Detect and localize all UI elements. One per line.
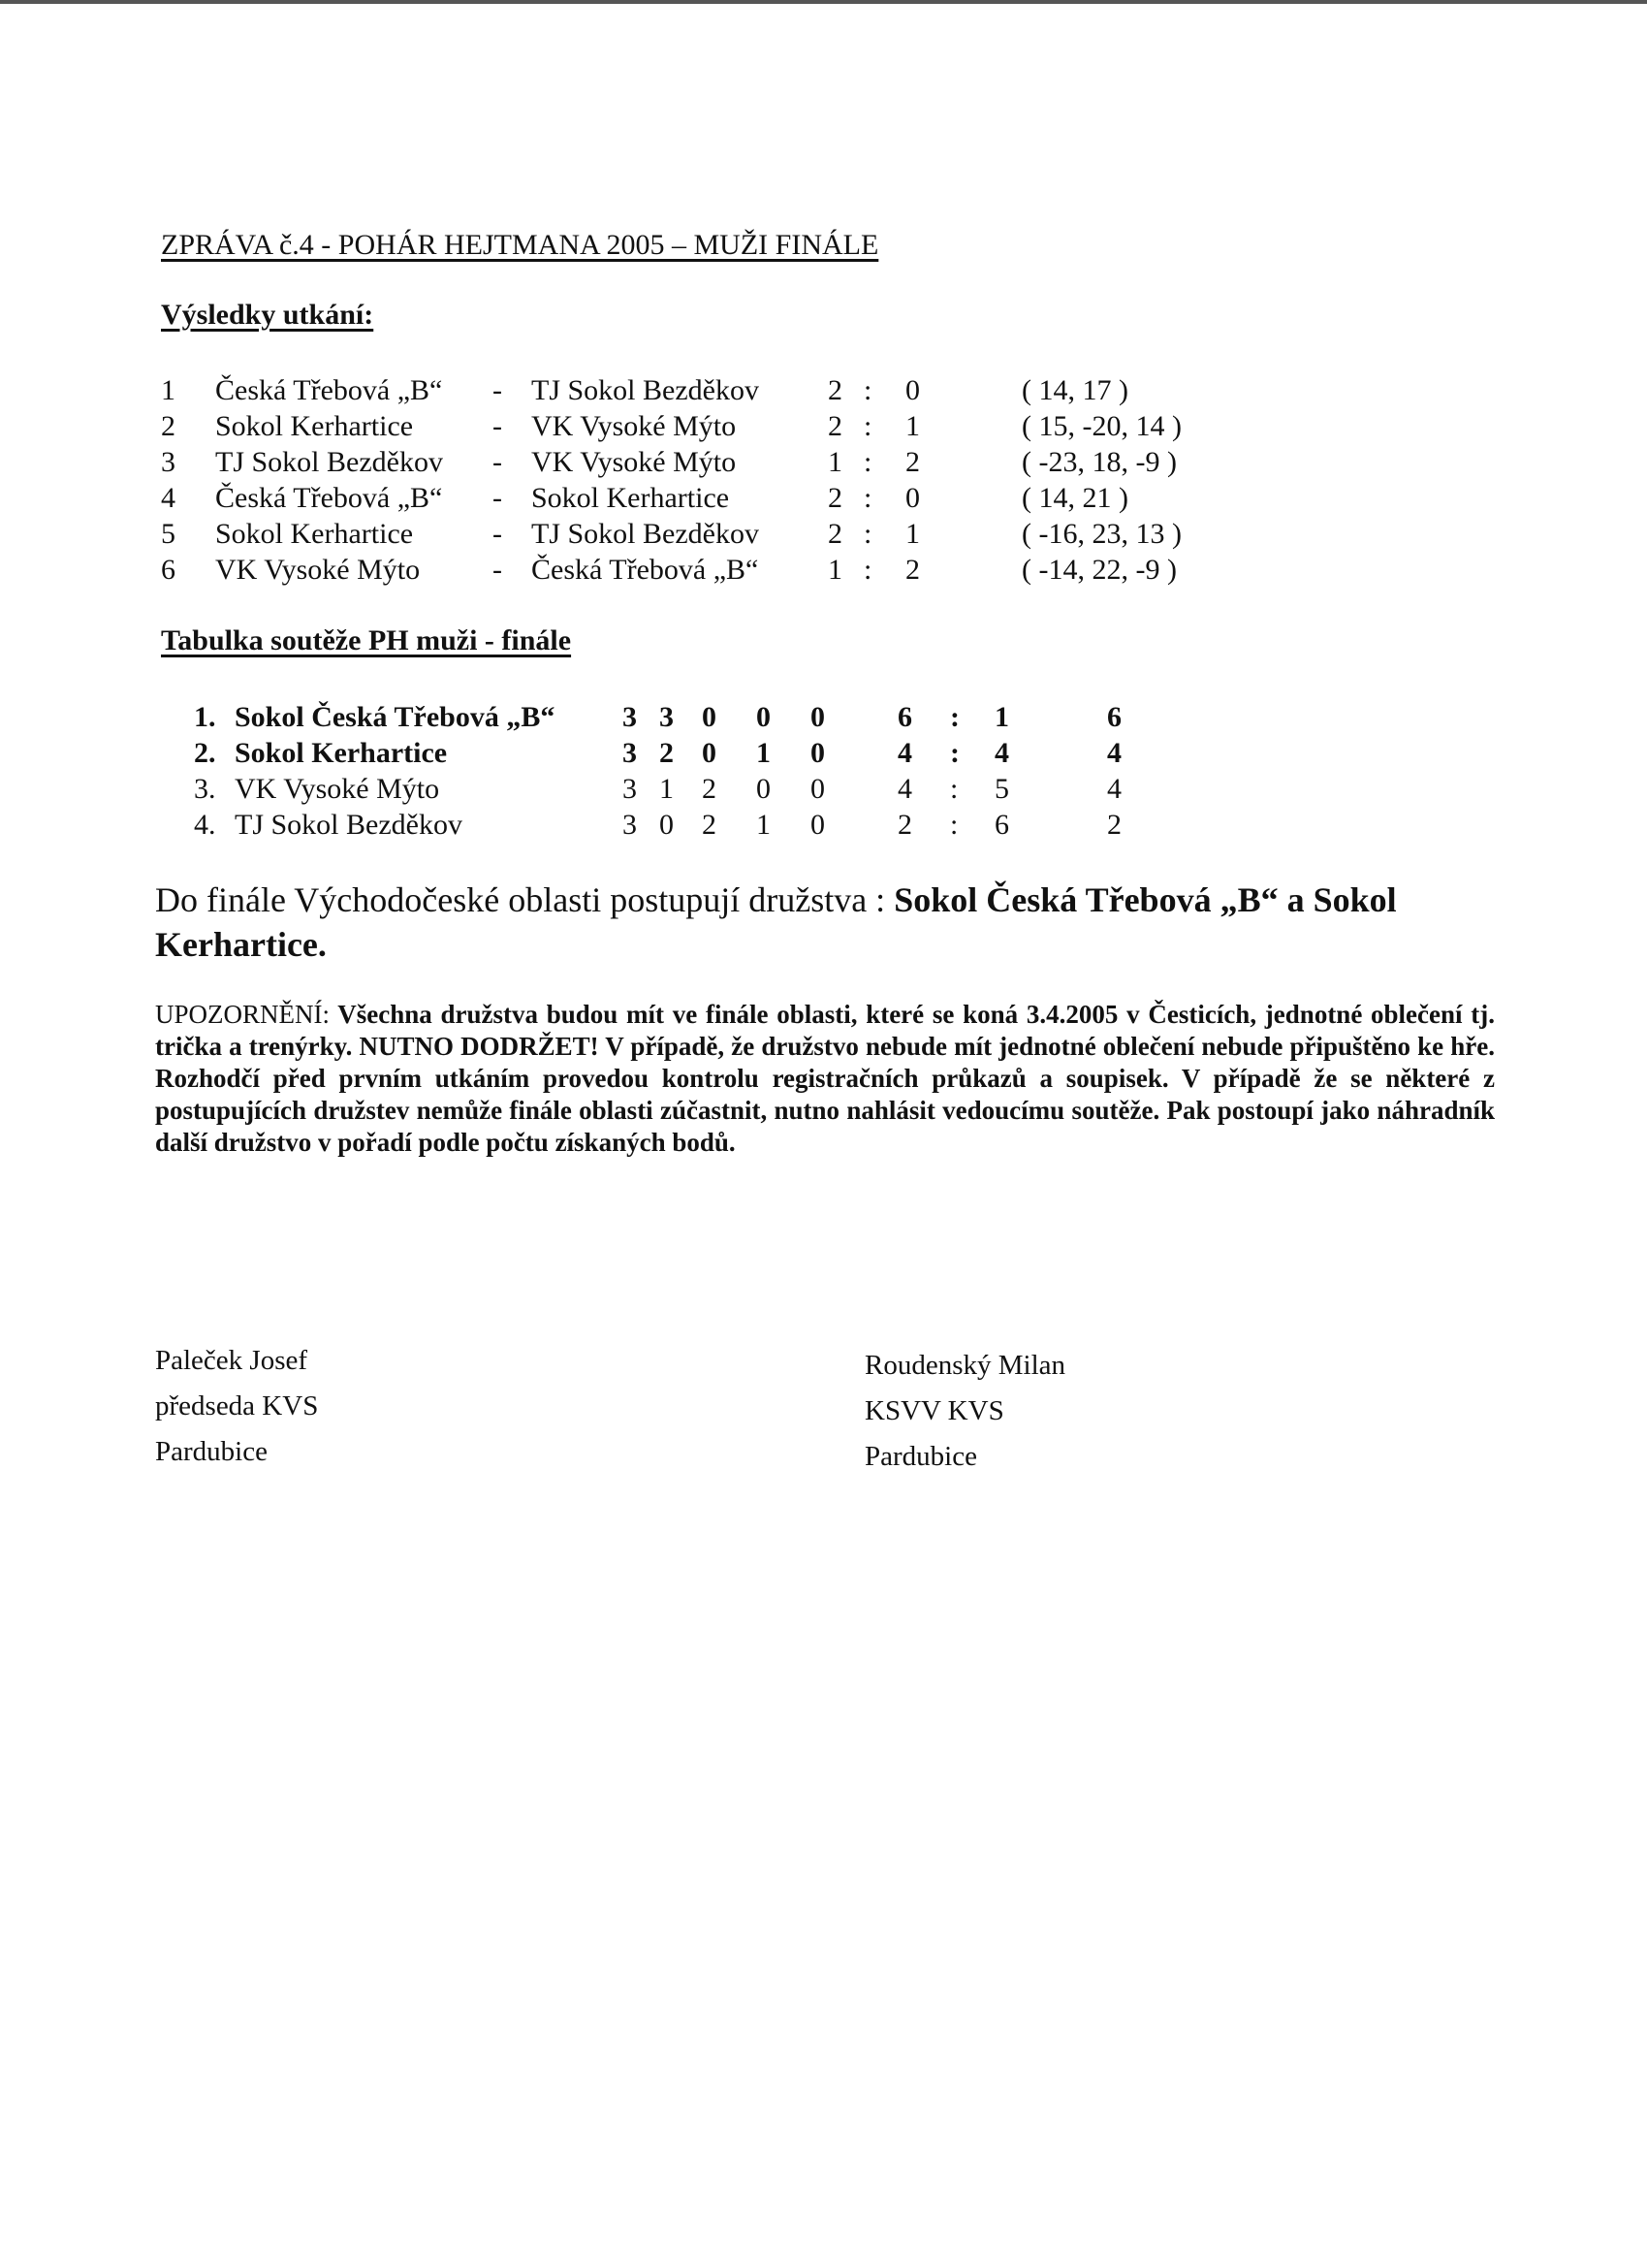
standings-matches: 3 bbox=[622, 809, 637, 841]
match-away-team: Sokol Kerhartice bbox=[531, 482, 730, 514]
match-home-team: TJ Sokol Bezděkov bbox=[215, 446, 443, 478]
signatory-city: Pardubice bbox=[865, 1441, 977, 1472]
match-set-scores: ( -23, 18, -9 ) bbox=[1022, 446, 1177, 478]
match-set-scores: ( -14, 22, -9 ) bbox=[1022, 554, 1177, 586]
match-number: 4 bbox=[161, 482, 175, 514]
standings-col-2: 0 bbox=[659, 809, 674, 841]
standings-games-lost: 6 bbox=[995, 809, 1009, 841]
standings-games-lost: 4 bbox=[995, 737, 1009, 769]
standings-colon: : bbox=[950, 773, 959, 805]
standings-col-5: 0 bbox=[810, 737, 825, 769]
match-dash: - bbox=[492, 374, 502, 406]
match-dash: - bbox=[492, 518, 502, 550]
standings-col-2: 2 bbox=[659, 737, 674, 769]
match-set-scores: ( 15, -20, 14 ) bbox=[1022, 410, 1182, 442]
match-home-team: Sokol Kerhartice bbox=[215, 518, 414, 550]
scan-top-edge bbox=[0, 0, 1647, 4]
standings-row bbox=[194, 773, 1163, 810]
standings-col-4: 0 bbox=[756, 773, 771, 805]
standings-col-3: 2 bbox=[702, 809, 716, 841]
match-score-away: 0 bbox=[905, 482, 920, 514]
match-number: 3 bbox=[161, 446, 175, 478]
advancing-teams-paragraph bbox=[155, 878, 1512, 967]
standings-games-lost: 5 bbox=[995, 773, 1009, 805]
match-number: 5 bbox=[161, 518, 175, 550]
match-score-home: 1 bbox=[828, 446, 842, 478]
standings-matches: 3 bbox=[622, 773, 637, 805]
standings-games-lost: 1 bbox=[995, 701, 1009, 733]
standings-games-won: 4 bbox=[898, 773, 912, 805]
standings-points: 4 bbox=[1107, 737, 1122, 769]
standings-col-3: 2 bbox=[702, 773, 716, 805]
notice-paragraph bbox=[155, 999, 1495, 1159]
match-score-home: 2 bbox=[828, 374, 842, 406]
match-away-team: VK Vysoké Mýto bbox=[531, 410, 737, 442]
standings-heading: Tabulka soutěže PH muži - finále bbox=[161, 624, 572, 656]
standings-rank: 1. bbox=[194, 701, 216, 733]
standings-col-3: 0 bbox=[702, 701, 716, 733]
match-away-team: VK Vysoké Mýto bbox=[531, 446, 737, 478]
standings-team: Sokol Česká Třebová „B“ bbox=[235, 701, 555, 733]
match-score-away: 2 bbox=[905, 446, 920, 478]
standings-points: 6 bbox=[1107, 701, 1122, 733]
match-row bbox=[161, 446, 1227, 482]
standings-games-won: 2 bbox=[898, 809, 912, 841]
standings-rank: 4. bbox=[194, 809, 216, 841]
standings-col-2: 3 bbox=[659, 701, 674, 733]
match-score-colon: : bbox=[864, 518, 872, 550]
results-heading: Výsledky utkání: bbox=[161, 299, 374, 331]
standings-col-3: 0 bbox=[702, 737, 716, 769]
match-score-colon: : bbox=[864, 482, 872, 514]
notice-label: UPOZORNĚNÍ: bbox=[155, 1000, 330, 1029]
match-away-team: Česká Třebová „B“ bbox=[531, 554, 759, 586]
page-title: ZPRÁVA č.4 - POHÁR HEJTMANA 2005 – MUŽI FINÁLE bbox=[161, 229, 879, 261]
standings-colon: : bbox=[950, 701, 960, 733]
match-score-home: 2 bbox=[828, 482, 842, 514]
advancing-text: Do finále Východočeské oblasti postupují družstva : bbox=[155, 880, 895, 919]
match-score-away: 0 bbox=[905, 374, 920, 406]
signatory-city: Pardubice bbox=[155, 1436, 268, 1467]
match-score-home: 2 bbox=[828, 410, 842, 442]
standings-row bbox=[194, 809, 1163, 846]
match-score-colon: : bbox=[864, 374, 872, 406]
match-dash: - bbox=[492, 410, 502, 442]
standings-team: VK Vysoké Mýto bbox=[235, 773, 440, 805]
notice-text: Všechna družstva budou mít ve finále oblasti, které se koná 3.4.2005 v Česticích, jednotné oblečení tj. trička a trenýrky. NUTNO DODRŽET! V případě, že družstvo nebude mít jednotné oblečení nebude připuštěno ke hře. Rozhodčí před prvním utkáním provedou kontrolu registračních průkazů a soupisek. V případě že se některé z postupujících družstev nemůže finále oblasti zúčastnit, nutno nahlásit vedoucímu soutěže. Pak postoupí jako náhradník další družstvo v pořadí podle počtu získaných bodů. bbox=[155, 1000, 1495, 1157]
match-home-team: Česká Třebová „B“ bbox=[215, 482, 443, 514]
standings-colon: : bbox=[950, 737, 960, 769]
match-score-away: 1 bbox=[905, 410, 920, 442]
standings-games-won: 4 bbox=[898, 737, 912, 769]
match-score-home: 2 bbox=[828, 518, 842, 550]
standings-games-won: 6 bbox=[898, 701, 912, 733]
match-away-team: TJ Sokol Bezděkov bbox=[531, 518, 759, 550]
standings-col-2: 1 bbox=[659, 773, 674, 805]
standings-colon: : bbox=[950, 809, 959, 841]
signature-block-right bbox=[865, 1343, 1065, 1480]
standings-points: 4 bbox=[1107, 773, 1122, 805]
match-set-scores: ( 14, 21 ) bbox=[1022, 482, 1128, 514]
standings-col-5: 0 bbox=[810, 809, 825, 841]
match-row bbox=[161, 410, 1227, 446]
standings-col-4: 0 bbox=[756, 701, 771, 733]
match-score-home: 1 bbox=[828, 554, 842, 586]
match-dash: - bbox=[492, 554, 502, 586]
match-home-team: VK Vysoké Mýto bbox=[215, 554, 421, 586]
match-number: 2 bbox=[161, 410, 175, 442]
standings-team: Sokol Kerhartice bbox=[235, 737, 448, 769]
standings-points: 2 bbox=[1107, 809, 1122, 841]
match-row bbox=[161, 374, 1227, 410]
match-score-colon: : bbox=[864, 446, 872, 478]
match-score-away: 1 bbox=[905, 518, 920, 550]
standings-col-5: 0 bbox=[810, 773, 825, 805]
standings-matches: 3 bbox=[622, 737, 637, 769]
match-row bbox=[161, 482, 1227, 518]
standings-rank: 3. bbox=[194, 773, 216, 805]
signature-block-left bbox=[155, 1338, 318, 1475]
match-set-scores: ( 14, 17 ) bbox=[1022, 374, 1128, 406]
standings-matches: 3 bbox=[622, 701, 637, 733]
match-set-scores: ( -16, 23, 13 ) bbox=[1022, 518, 1182, 550]
match-row bbox=[161, 554, 1227, 590]
standings-rank: 2. bbox=[194, 737, 216, 769]
match-dash: - bbox=[492, 446, 502, 478]
match-score-colon: : bbox=[864, 554, 872, 586]
signatory-role: KSVV KVS bbox=[865, 1395, 1004, 1426]
match-score-colon: : bbox=[864, 410, 872, 442]
match-number: 6 bbox=[161, 554, 175, 586]
standings-col-4: 1 bbox=[756, 809, 771, 841]
match-score-away: 2 bbox=[905, 554, 920, 586]
standings-row bbox=[194, 737, 1163, 774]
standings-team: TJ Sokol Bezděkov bbox=[235, 809, 462, 841]
match-home-team: Česká Třebová „B“ bbox=[215, 374, 443, 406]
advancing-teams: Sokol Česká Třebová „B“ a Sokol Kerhartice. bbox=[155, 880, 1397, 964]
match-number: 1 bbox=[161, 374, 175, 406]
standings-col-5: 0 bbox=[810, 701, 825, 733]
signatory-name: Roudenský Milan bbox=[865, 1350, 1066, 1381]
match-dash: - bbox=[492, 482, 502, 514]
standings-row bbox=[194, 701, 1163, 738]
match-away-team: TJ Sokol Bezděkov bbox=[531, 374, 759, 406]
signatory-name: Paleček Josef bbox=[155, 1345, 308, 1376]
standings-col-4: 1 bbox=[756, 737, 771, 769]
match-row bbox=[161, 518, 1227, 554]
match-home-team: Sokol Kerhartice bbox=[215, 410, 414, 442]
signatory-role: předseda KVS bbox=[155, 1390, 319, 1421]
